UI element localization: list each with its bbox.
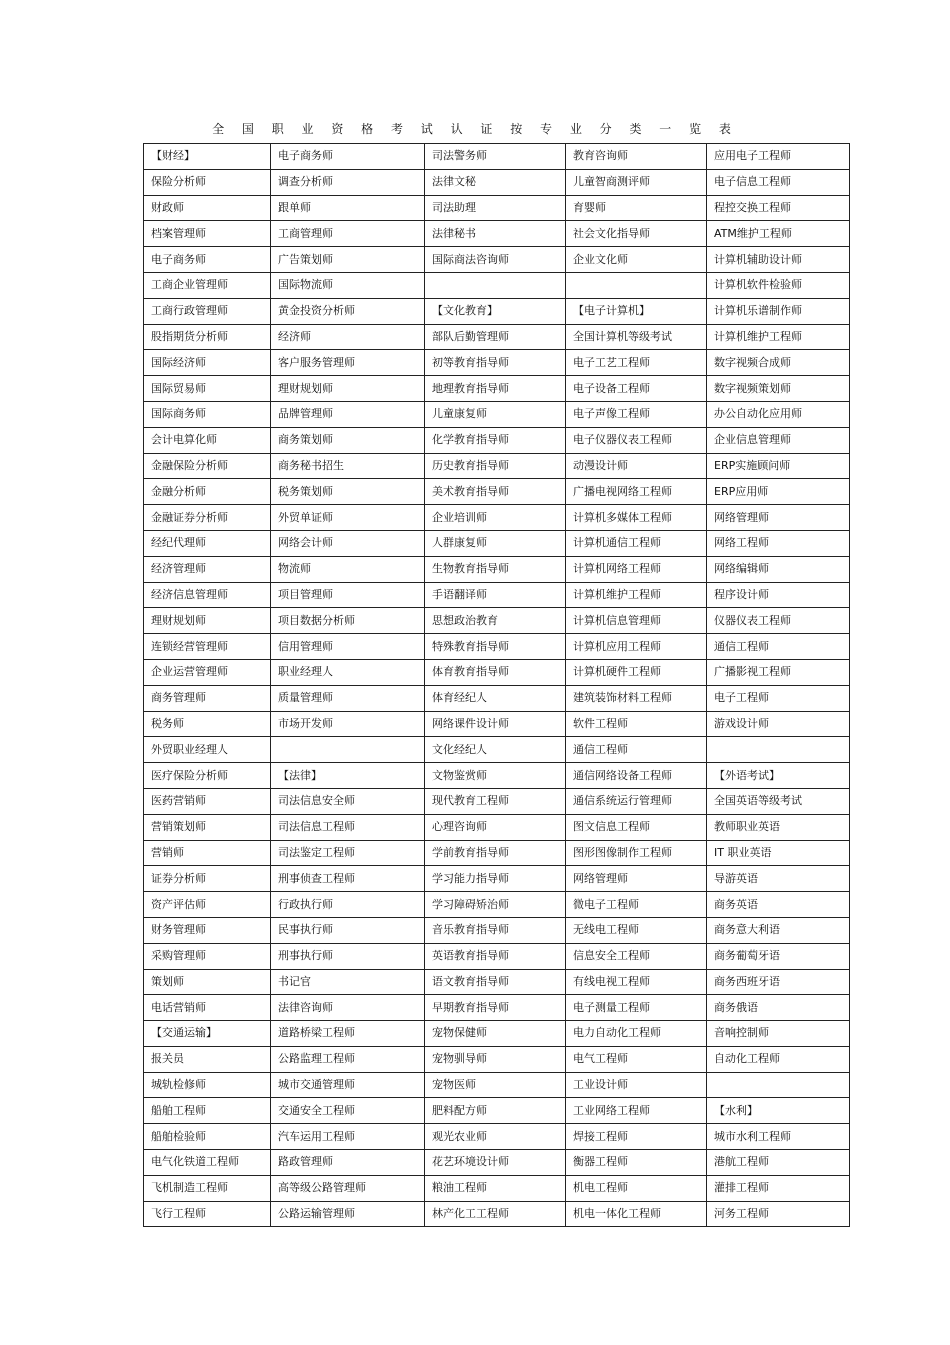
table-cell: 【水利】 (707, 1098, 850, 1124)
table-cell: 通信工程师 (707, 634, 850, 660)
table-cell: 电子商务师 (144, 247, 271, 273)
table-cell: 外贸职业经理人 (144, 737, 271, 763)
table-cell: 学习能力指导师 (425, 866, 566, 892)
table-cell: 文物鉴赏师 (425, 763, 566, 789)
table-cell: 思想政治教育 (425, 608, 566, 634)
table-cell: 机电一体化工程师 (566, 1201, 707, 1227)
table-cell: 【交通运输】 (144, 1021, 271, 1047)
table-row (144, 1046, 850, 1072)
table-cell: 教师职业英语 (707, 814, 850, 840)
table-cell: 工商企业管理师 (144, 272, 271, 298)
table-cell: 音响控制师 (707, 1021, 850, 1047)
page-title: 全 国 职 业 资 格 考 试 认 证 按 专 业 分 类 一 览 表 (212, 122, 738, 136)
table-cell: 档案管理师 (144, 221, 271, 247)
table-cell: 跟单师 (271, 195, 425, 221)
table-cell: 学习障碍矫治师 (425, 892, 566, 918)
table-cell: 企业运营管理师 (144, 659, 271, 685)
table-row (144, 195, 850, 221)
table-cell: 网络工程师 (707, 530, 850, 556)
table-cell: 商务西班牙语 (707, 969, 850, 995)
table-cell: 电气工程师 (566, 1046, 707, 1072)
table-cell: 衡器工程师 (566, 1150, 707, 1176)
table-cell: 儿童智商测评师 (566, 169, 707, 195)
table-cell: 城市水利工程师 (707, 1124, 850, 1150)
table-cell: 通信网络设备工程师 (566, 763, 707, 789)
table-cell (271, 737, 425, 763)
table-cell: 计算机网络工程师 (566, 556, 707, 582)
table-cell: 部队后勤管理师 (425, 324, 566, 350)
table-cell: 电子信息工程师 (707, 169, 850, 195)
table-row (144, 453, 850, 479)
table-cell: 项目数据分析师 (271, 608, 425, 634)
table-row (144, 1201, 850, 1227)
table-cell: 商务管理师 (144, 685, 271, 711)
table-row (144, 376, 850, 402)
table-cell (566, 272, 707, 298)
table-cell: 数字视频合成师 (707, 350, 850, 376)
table-cell: 焊接工程师 (566, 1124, 707, 1150)
table-cell: 数字视频策划师 (707, 376, 850, 402)
table-cell: 连锁经营管理师 (144, 634, 271, 660)
table-cell: 早期教育指导师 (425, 995, 566, 1021)
table-cell: 动漫设计师 (566, 453, 707, 479)
table-cell: 应用电子工程师 (707, 144, 850, 170)
table-cell: 计算机应用工程师 (566, 634, 707, 660)
table-cell: 外贸单证师 (271, 505, 425, 531)
table-row (144, 711, 850, 737)
table-cell: 仪器仪表工程师 (707, 608, 850, 634)
table-cell: 工商行政管理师 (144, 298, 271, 324)
table-row (144, 1175, 850, 1201)
table-cell: 企业培训师 (425, 505, 566, 531)
table-cell: 刑事执行师 (271, 943, 425, 969)
table-cell: 港航工程师 (707, 1150, 850, 1176)
table-row (144, 814, 850, 840)
table-cell: 无线电工程师 (566, 917, 707, 943)
table-cell: 通信工程师 (566, 737, 707, 763)
table-cell: 【文化教育】 (425, 298, 566, 324)
table-cell: 飞行工程师 (144, 1201, 271, 1227)
table-cell: 广告策划师 (271, 247, 425, 273)
table-cell: 观光农业师 (425, 1124, 566, 1150)
table-row (144, 995, 850, 1021)
table-cell: 保险分析师 (144, 169, 271, 195)
table-cell: 【外语考试】 (707, 763, 850, 789)
table-cell: 品牌管理师 (271, 401, 425, 427)
table-cell: 会计电算化师 (144, 427, 271, 453)
table-cell: 资产评估师 (144, 892, 271, 918)
table-cell: 育婴师 (566, 195, 707, 221)
table-cell: 体育经纪人 (425, 685, 566, 711)
table-cell: 宠物保健师 (425, 1021, 566, 1047)
table-row (144, 608, 850, 634)
table-row (144, 556, 850, 582)
table-cell: 信息安全工程师 (566, 943, 707, 969)
table-row (144, 582, 850, 608)
table-cell: 国际经济师 (144, 350, 271, 376)
table-cell: 游戏设计师 (707, 711, 850, 737)
table-cell: 电力自动化工程师 (566, 1021, 707, 1047)
table-row (144, 505, 850, 531)
table-cell: 机电工程师 (566, 1175, 707, 1201)
table-cell: 【财经】 (144, 144, 271, 170)
table-cell: 金融保险分析师 (144, 453, 271, 479)
table-cell: 股指期货分析师 (144, 324, 271, 350)
table-cell: 计算机软件检验师 (707, 272, 850, 298)
table-row (144, 892, 850, 918)
table-cell: 城市交通管理师 (271, 1072, 425, 1098)
table-cell: 肥料配方师 (425, 1098, 566, 1124)
table-cell: 宠物驯导师 (425, 1046, 566, 1072)
table-cell: 网络会计师 (271, 530, 425, 556)
table-cell: 地理教育指导师 (425, 376, 566, 402)
table-cell: 计算机硬件工程师 (566, 659, 707, 685)
table-cell: 法律文秘 (425, 169, 566, 195)
table-cell: 路政管理师 (271, 1150, 425, 1176)
table-row (144, 350, 850, 376)
table-cell: 司法警务师 (425, 144, 566, 170)
table-cell: 高等级公路管理师 (271, 1175, 425, 1201)
table-row (144, 1021, 850, 1047)
table-cell: 财务管理师 (144, 917, 271, 943)
table-cell: 法律咨询师 (271, 995, 425, 1021)
table-cell: 计算机多媒体工程师 (566, 505, 707, 531)
table-cell: ERP实施顾问师 (707, 453, 850, 479)
table-cell: 网络课件设计师 (425, 711, 566, 737)
table-row (144, 1072, 850, 1098)
table-cell: 医药营销师 (144, 788, 271, 814)
table-cell: 报关员 (144, 1046, 271, 1072)
table-row (144, 272, 850, 298)
table-cell: 电子设备工程师 (566, 376, 707, 402)
table-cell: 城轨检修师 (144, 1072, 271, 1098)
table-cell: 教育咨询师 (566, 144, 707, 170)
table-cell: 项目管理师 (271, 582, 425, 608)
table-cell: 理财规划师 (271, 376, 425, 402)
table-cell: 【电子计算机】 (566, 298, 707, 324)
table-cell: 广播影视工程师 (707, 659, 850, 685)
table-cell: 导游英语 (707, 866, 850, 892)
table-cell: 自动化工程师 (707, 1046, 850, 1072)
table-cell: 公路监理工程师 (271, 1046, 425, 1072)
table-cell: 船舶检验师 (144, 1124, 271, 1150)
table-cell: 交通安全工程师 (271, 1098, 425, 1124)
table-row (144, 298, 850, 324)
table-cell: 黄金投资分析师 (271, 298, 425, 324)
table-cell: 电子测量工程师 (566, 995, 707, 1021)
table-cell: 有线电视工程师 (566, 969, 707, 995)
table-cell: 现代教育工程师 (425, 788, 566, 814)
table-cell: 道路桥梁工程师 (271, 1021, 425, 1047)
table-cell: 刑事侦查工程师 (271, 866, 425, 892)
table-row (144, 1098, 850, 1124)
table-cell: 理财规划师 (144, 608, 271, 634)
table-cell: 电话营销师 (144, 995, 271, 1021)
table-cell: 林产化工工程师 (425, 1201, 566, 1227)
table-cell: 体育教育指导师 (425, 659, 566, 685)
table-body (144, 144, 850, 1227)
table-cell: 宠物医师 (425, 1072, 566, 1098)
table-cell: 质量管理师 (271, 685, 425, 711)
table-cell: 图形图像制作工程师 (566, 840, 707, 866)
table-cell: 办公自动化应用师 (707, 401, 850, 427)
table-cell: 行政执行师 (271, 892, 425, 918)
table-cell: 税务策划师 (271, 479, 425, 505)
table-cell: 企业文化师 (566, 247, 707, 273)
table-cell: 证券分析师 (144, 866, 271, 892)
table-cell: 电气化铁道工程师 (144, 1150, 271, 1176)
table-cell: 社会文化指导师 (566, 221, 707, 247)
table-cell: 司法信息安全师 (271, 788, 425, 814)
table-cell: 心理咨询师 (425, 814, 566, 840)
table-cell: 计算机维护工程师 (566, 582, 707, 608)
table-cell: 网络管理师 (566, 866, 707, 892)
table-cell: 经济信息管理师 (144, 582, 271, 608)
table-cell: 儿童康复师 (425, 401, 566, 427)
table-cell: 建筑装饰材料工程师 (566, 685, 707, 711)
table-cell: 音乐教育指导师 (425, 917, 566, 943)
table-cell: 法律秘书 (425, 221, 566, 247)
table-cell (425, 272, 566, 298)
table-cell: 司法鉴定工程师 (271, 840, 425, 866)
table-cell: 计算机信息管理师 (566, 608, 707, 634)
table-cell: 税务师 (144, 711, 271, 737)
table-row (144, 685, 850, 711)
table-row (144, 788, 850, 814)
table-cell: 国际商务师 (144, 401, 271, 427)
table-cell: 语文教育指导师 (425, 969, 566, 995)
table-row (144, 144, 850, 170)
table-cell: 图文信息工程师 (566, 814, 707, 840)
table-cell: 文化经纪人 (425, 737, 566, 763)
table-cell: 企业信息管理师 (707, 427, 850, 453)
table-cell: 初等教育指导师 (425, 350, 566, 376)
table-cell: 花艺环境设计师 (425, 1150, 566, 1176)
table-cell: 商务俄语 (707, 995, 850, 1021)
table-cell: 国际贸易师 (144, 376, 271, 402)
table-cell: 市场开发师 (271, 711, 425, 737)
table-cell: 经济师 (271, 324, 425, 350)
table-row (144, 917, 850, 943)
table-cell: 人群康复师 (425, 530, 566, 556)
table-cell: 计算机通信工程师 (566, 530, 707, 556)
table-cell: 历史教育指导师 (425, 453, 566, 479)
table-cell: 工业网络工程师 (566, 1098, 707, 1124)
table-cell: 生物教育指导师 (425, 556, 566, 582)
table-cell: 美术教育指导师 (425, 479, 566, 505)
table-cell: 商务策划师 (271, 427, 425, 453)
table-cell: ERP应用师 (707, 479, 850, 505)
table-cell: 客户服务管理师 (271, 350, 425, 376)
table-cell: 电子工艺工程师 (566, 350, 707, 376)
table-cell: 金融分析师 (144, 479, 271, 505)
table-row (144, 763, 850, 789)
table-cell: 全国计算机等级考试 (566, 324, 707, 350)
table-cell: 软件工程师 (566, 711, 707, 737)
table-cell: 网络编辑师 (707, 556, 850, 582)
table-cell: 程控交换工程师 (707, 195, 850, 221)
table-cell: 商务秘书招生 (271, 453, 425, 479)
table-cell: 程序设计师 (707, 582, 850, 608)
table-cell: 商务葡萄牙语 (707, 943, 850, 969)
table-row (144, 479, 850, 505)
table-cell: 汽车运用工程师 (271, 1124, 425, 1150)
table-cell: ATM维护工程师 (707, 221, 850, 247)
table-row (144, 1150, 850, 1176)
table-cell: 物流师 (271, 556, 425, 582)
table-cell: 采购管理师 (144, 943, 271, 969)
table-row (144, 401, 850, 427)
table-cell: 工商管理师 (271, 221, 425, 247)
table-cell: 计算机辅助设计师 (707, 247, 850, 273)
table-cell: 网络管理师 (707, 505, 850, 531)
table-cell: 医疗保险分析师 (144, 763, 271, 789)
table-cell: 飞机制造工程师 (144, 1175, 271, 1201)
table-cell: 河务工程师 (707, 1201, 850, 1227)
table-cell: 策划师 (144, 969, 271, 995)
table-row (144, 866, 850, 892)
table-row (144, 659, 850, 685)
table-cell: 司法助理 (425, 195, 566, 221)
certification-table (143, 143, 850, 1227)
table-cell: 公路运输管理师 (271, 1201, 425, 1227)
table-cell: 电子声像工程师 (566, 401, 707, 427)
table-cell: 商务意大利语 (707, 917, 850, 943)
table-cell: 灌排工程师 (707, 1175, 850, 1201)
table-cell: 电子工程师 (707, 685, 850, 711)
table-cell (707, 737, 850, 763)
table-cell: IT 职业英语 (707, 840, 850, 866)
table-cell: 手语翻译师 (425, 582, 566, 608)
table-cell: 财政师 (144, 195, 271, 221)
table-cell: 商务英语 (707, 892, 850, 918)
table-cell: 职业经理人 (271, 659, 425, 685)
table-cell: 国际物流师 (271, 272, 425, 298)
table-cell: 电子商务师 (271, 144, 425, 170)
table-cell: 营销策划师 (144, 814, 271, 840)
table-row (144, 634, 850, 660)
table-cell: 金融证券分析师 (144, 505, 271, 531)
table-cell: 国际商法咨询师 (425, 247, 566, 273)
table-cell: 工业设计师 (566, 1072, 707, 1098)
table-row (144, 221, 850, 247)
table-cell: 特殊教育指导师 (425, 634, 566, 660)
table-row (144, 169, 850, 195)
table-cell: 学前教育指导师 (425, 840, 566, 866)
table-row (144, 530, 850, 556)
table-cell: 信用管理师 (271, 634, 425, 660)
table-cell: 广播电视网络工程师 (566, 479, 707, 505)
table-row (144, 969, 850, 995)
table-cell: 书记官 (271, 969, 425, 995)
table-cell: 经纪代理师 (144, 530, 271, 556)
table-row (144, 427, 850, 453)
table-cell (707, 1072, 850, 1098)
table-cell: 民事执行师 (271, 917, 425, 943)
table-cell: 通信系统运行管理师 (566, 788, 707, 814)
table-cell: 调查分析师 (271, 169, 425, 195)
table-cell: 经济管理师 (144, 556, 271, 582)
table-cell: 司法信息工程师 (271, 814, 425, 840)
table-cell: 全国英语等级考试 (707, 788, 850, 814)
table-row (144, 737, 850, 763)
table-cell: 英语教育指导师 (425, 943, 566, 969)
table-row (144, 1124, 850, 1150)
table-cell: 营销师 (144, 840, 271, 866)
table-row (144, 840, 850, 866)
table-cell: 微电子工程师 (566, 892, 707, 918)
table-cell: 粮油工程师 (425, 1175, 566, 1201)
table-cell: 化学教育指导师 (425, 427, 566, 453)
table-row (144, 324, 850, 350)
table-row (144, 247, 850, 273)
table-cell: 电子仪器仪表工程师 (566, 427, 707, 453)
table-cell: 【法律】 (271, 763, 425, 789)
table-cell: 计算机乐谱制作师 (707, 298, 850, 324)
table-cell: 计算机维护工程师 (707, 324, 850, 350)
table-cell: 船舶工程师 (144, 1098, 271, 1124)
table-row (144, 943, 850, 969)
